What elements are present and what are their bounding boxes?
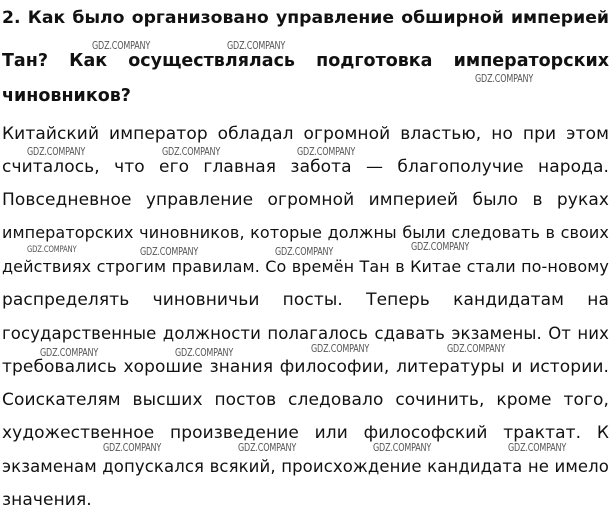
watermark: GDZ.COMPANY (162, 146, 221, 158)
answer-line-2: считалось, что его главная забота — благополучие народа. (2, 157, 609, 177)
answer-line-6: распределять чиновничьи посты. Теперь кандидатам на (2, 290, 609, 310)
watermark: GDZ.COMPANY (227, 40, 286, 52)
watermark: GDZ.COMPANY (447, 343, 506, 355)
answer-line-1: Китайский император обладал огромной властью, но при этом (2, 124, 609, 144)
answer-line-7: государственные должности полагалось сдавать экзамены. От них (2, 324, 609, 343)
watermark: GDZ.COMPANY (373, 442, 432, 454)
answer-line-5: действиях строгим правилам. Со времён Тан в Китае стали по-новому (2, 257, 609, 276)
answer-line-4: императорских чиновников, которые должны были следовать в своих (2, 223, 609, 242)
watermark: GDZ.COMPANY (508, 442, 567, 454)
watermark: GDZ.COMPANY (475, 73, 534, 85)
watermark: GDZ.COMPANY (140, 246, 199, 258)
answer-line-12: значения. (2, 490, 92, 510)
watermark: GDZ.COMPANY (297, 146, 356, 158)
answer-line-11: экзаменам допускался всякий, происхождение кандидата не имело (2, 457, 609, 476)
watermark: GDZ.COMPANY (411, 241, 470, 253)
watermark: GDZ.COMPANY (275, 246, 334, 258)
watermark: GDZ.COMPANY (92, 40, 151, 52)
answer-line-9: Соискателям высших постов следовало сочинить, кроме того, (2, 390, 609, 410)
answer-line-3: Повседневное управление огромной империей было в руках (2, 190, 609, 210)
answer-line-8: требовались хорошие знания философии, литературы и истории. (2, 357, 609, 377)
question-line-3: чиновников? (2, 86, 131, 106)
question-line-1: 2. Как было организовано управление обширной империей (2, 8, 609, 28)
watermark: GDZ.COMPANY (40, 347, 99, 359)
question-line-2: Тан? Как осуществлялась подготовка императорских (2, 51, 609, 71)
answer-line-10: художественное произведение или философский трактат. К (2, 423, 609, 443)
watermark: GDZ.COMPANY (103, 442, 162, 454)
watermark: GDZ.COMPANY (27, 146, 86, 158)
watermark: GDZ.COMPANY (311, 343, 370, 355)
watermark: GDZ.COMPANY (27, 245, 77, 255)
watermark: GDZ.COMPANY (175, 347, 234, 359)
watermark: GDZ.COMPANY (238, 442, 297, 454)
